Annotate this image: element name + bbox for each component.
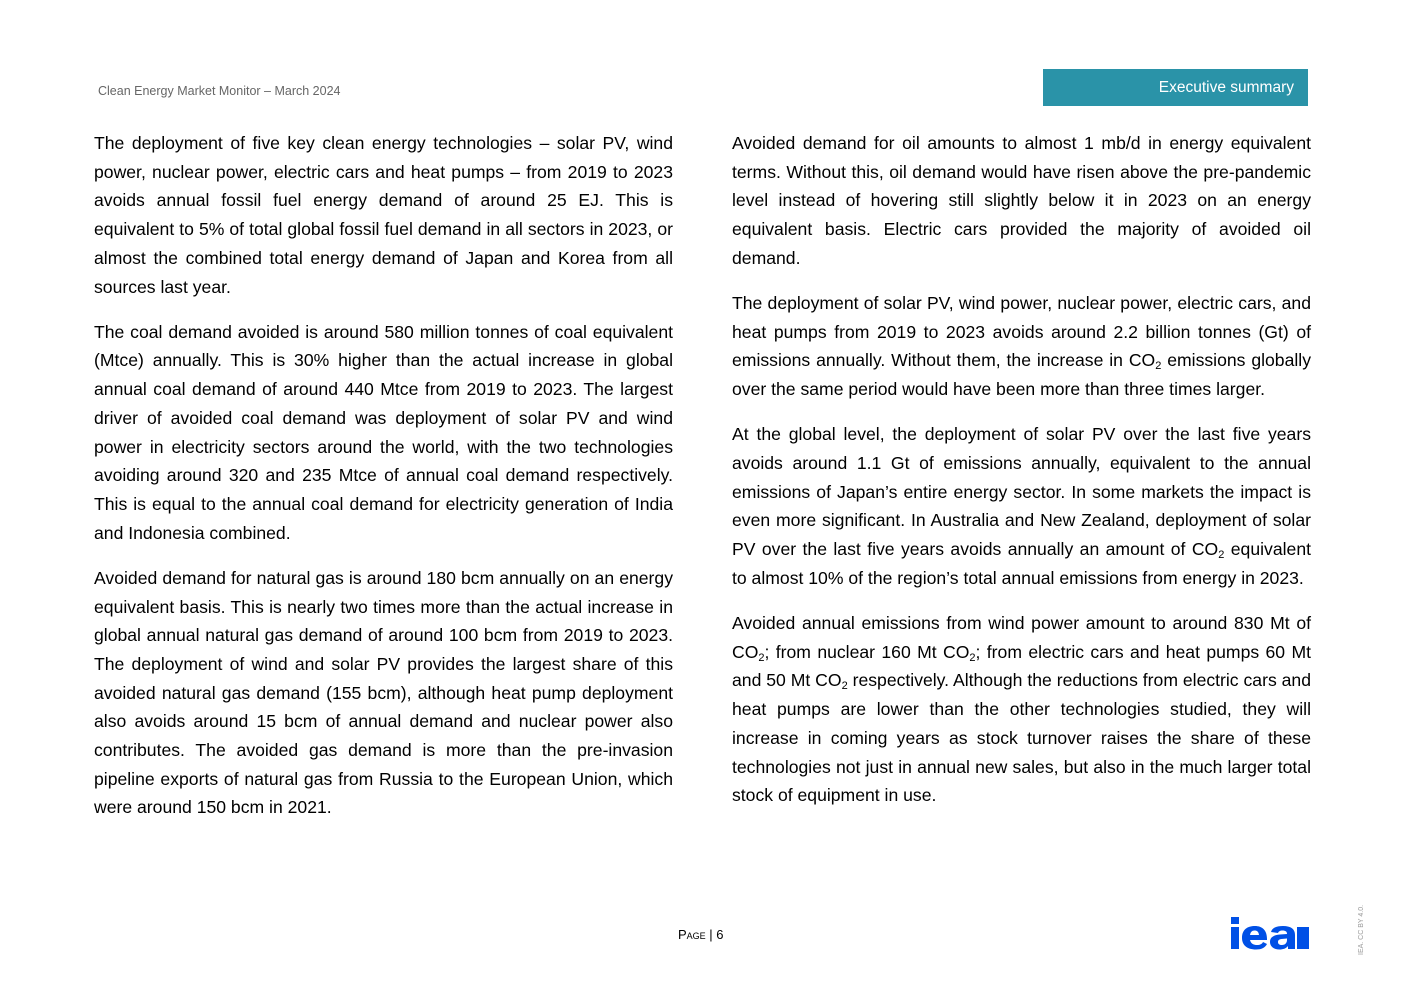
paragraph: The coal demand avoided is around 580 million tonnes of coal equivalent (Mtce) annually. This is 30% higher than the actual increase in global annual coal demand of around 440 Mtce from 2019 to 2023. The largest driver of avoided coal demand was deployment of solar PV and wind power in electricity sectors around the world, with the two technologies avoiding around 320 and 235 Mtce of annual coal demand respectively. This is equal to the annual coal demand for electricity generation of India and Indonesia combined. bbox=[94, 321, 673, 543]
page-number-value: 6 bbox=[716, 927, 724, 942]
paragraph: The deployment of five key clean energy technologies – solar PV, wind power, nuclear power, electric cars and heat pumps – from 2019 to 2023 avoids annual fossil fuel energy demand of around 25 EJ. This is equivalent to 5% of total global fossil fuel demand in all sectors in 2023, or almost the combined total energy demand of Japan and Korea from all sources last year. bbox=[94, 133, 673, 297]
paragraph: The deployment of solar PV, wind power, nuclear power, electric cars, and heat pumps from 2019 to 2023 avoids around 2.2 billion tonnes (Gt) of emissions annually. Without them, the increase in $CO_2$ emissions globally over the same period would have been more than three times larger. bbox=[732, 293, 1311, 400]
paragraph: Avoided demand for natural gas is around 180 bcm annually on an energy equivalent basis. This is nearly two times more than the actual increase in global annual natural gas demand of around 100 bcm from 2019 to 2023. The deployment of wind and solar PV provides the largest share of this avoided natural gas demand (155 bcm), although heat pump deployment also avoids around 15 bcm of annual demand and nuclear power also contributes. The avoided gas demand is more than the pre-invasion pipeline exports of natural gas from Russia to the European Union, which were around 150 bcm in 2021. bbox=[94, 567, 673, 818]
subscript: 2 bbox=[758, 651, 765, 664]
paragraph: Avoided demand for oil amounts to almost 1 mb/d in energy equivalent terms. Without this, oil demand would have risen above the pre-pandemic level instead of hovering still slightly below it in 2023 on an energy equivalent basis. Electric cars provided the majority of avoided oil demand. bbox=[732, 133, 1311, 268]
subscript: 2 bbox=[969, 651, 976, 664]
section-tab bbox=[1043, 69, 1308, 106]
page-number: Page | 6 bbox=[678, 927, 724, 942]
paragraph: At the global level, the deployment of solar PV over the last five years avoids around 1.1 Gt of emissions annually, equivalent to the annual emissions of Japan’s entire energy sector. In some markets the impact is even more significant. In Australia and New Zealand, deployment of solar PV over the last five years avoids annually an amount of $CO_2$ equivalent to almost 10% of the region’s total annual emissions from energy in 2023. bbox=[732, 424, 1311, 588]
iea-logo bbox=[1230, 914, 1310, 950]
right-column bbox=[732, 129, 1311, 826]
paragraph: Avoided annual emissions from wind power amount to around 830 Mt of $CO_2$; from nuclear 160 Mt $CO_2$; from electric cars and heat pumps 60 Mt and 50 Mt $CO_2$ respectively. Although the reductions from electric cars and heat pumps are lower than the other technologies studied, they will increase in coming years as stock turnover raises the share of these technologies not just in annual new sales, but also in the much larger total stock of equipment in use. bbox=[732, 613, 1311, 806]
license-text: IEA. CC BY 4.0. bbox=[1358, 904, 1365, 955]
subscript: 2 bbox=[1155, 360, 1162, 373]
subscript: 2 bbox=[841, 680, 848, 693]
page-label: Page bbox=[678, 927, 706, 942]
subscript: 2 bbox=[1218, 549, 1225, 562]
left-column bbox=[94, 129, 673, 839]
section-label: Executive summary bbox=[1158, 78, 1294, 96]
report-title: Clean Energy Market Monitor – March 2024 bbox=[98, 84, 341, 98]
